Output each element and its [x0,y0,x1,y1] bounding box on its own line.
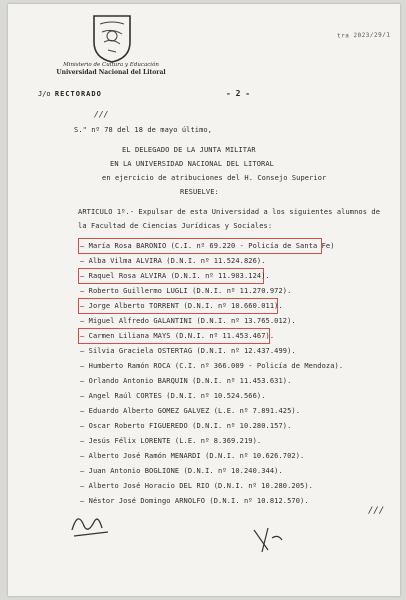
document-page [8,4,400,596]
student-line: — Silvia Graciela OSTERTAG (D.N.I. nº 12.437.499). [80,347,296,355]
student-line: — Juan Antonio BOGLIONE (D.N.I. nº 10.240.344). [80,467,283,475]
student-line: — Jesús Félix LORENTE (L.E. nº 8.369.219). [80,437,262,445]
rectorado-prefix: J/o [38,90,51,98]
continuation-mark-top: /// [94,110,109,119]
institution-ministry: Ministerio de Cultura y Educación [63,62,159,68]
student-line: — Néstor José Domingo ARNOLFO (D.N.I. nº 10.812.570). [80,497,309,505]
university-seal-icon [90,12,134,64]
body-line: en ejercicio de atribuciones del H. Consejo Superior [102,174,327,182]
student-line: — Angel Raúl CORTES (D.N.I. nº 10.524.566). [80,392,266,400]
student-line: — Roberto Guillermo LUGLI (D.N.I. nº 11.270.972). [80,287,292,295]
institution-university: Universidad Nacional del Litoral [56,69,166,76]
handwritten-initials-icon [64,504,124,544]
institution-block [56,62,166,76]
body-line: la Facultad de Ciencias Jurídicas y Sociales: [78,222,273,230]
student-line: — María Rosa BARONIO (C.I. nº 69.220 - Policía de Santa Fe) [80,242,335,250]
student-line: — Humberto Ramón ROCA (C.I. nº 366.009 - Policía de Mendoza). [80,362,344,370]
rectorado-line [38,90,102,98]
handwritten-mark-icon [248,524,288,554]
body-line: EL DELEGADO DE LA JUNTA MILITAR [122,146,256,154]
rectorado-label: RECTORADO [54,90,102,98]
body-line: S." nº 78 del 18 de mayo último, [74,126,213,134]
student-line: — Raquel Rosa ALVIRA (D.N.I. nº 11.903.124). [80,272,270,280]
body-line: ARTICULO 1º.- Expulsar de esta Universidad a los siguientes alumnos de [78,208,381,216]
body-line: RESUELVE: [180,188,219,196]
student-line: — Jorge Alberto TORRENT (D.N.I. nº 10.660.011). [80,302,283,310]
body-line: EN LA UNIVERSIDAD NACIONAL DEL LITORAL [110,160,274,168]
student-line: — Miguel Alfredo GALANTINI (D.N.I. nº 13.765.012). [80,317,296,325]
student-line: — Oscar Roberto FIGUEREDO (D.N.I. nº 10.280.157). [80,422,292,430]
student-line: — Alba Vilma ALVIRA (D.N.I. nº 11.524.826). [80,257,266,265]
student-line: — Eduardo Alberto GOMEZ GALVEZ (L.E. nº 7.891.425). [80,407,301,415]
student-line: — Alberto José Ramón MENARDI (D.N.I. nº 10.626.702). [80,452,305,460]
page-number: - 2 - [226,89,251,98]
stamp-reference: tra 2023/29/1 [336,31,391,40]
student-line: — Alberto José Horacio DEL RIO (D.N.I. nº 10.280.205). [80,482,313,490]
student-line: — Carmen Liliana MAYS (D.N.I. nº 11.453.467). [80,332,275,340]
continuation-mark-bottom: /// [368,506,385,516]
student-line: — Orlando Antonio BARQUIN (D.N.I. nº 11.453.631). [80,377,292,385]
